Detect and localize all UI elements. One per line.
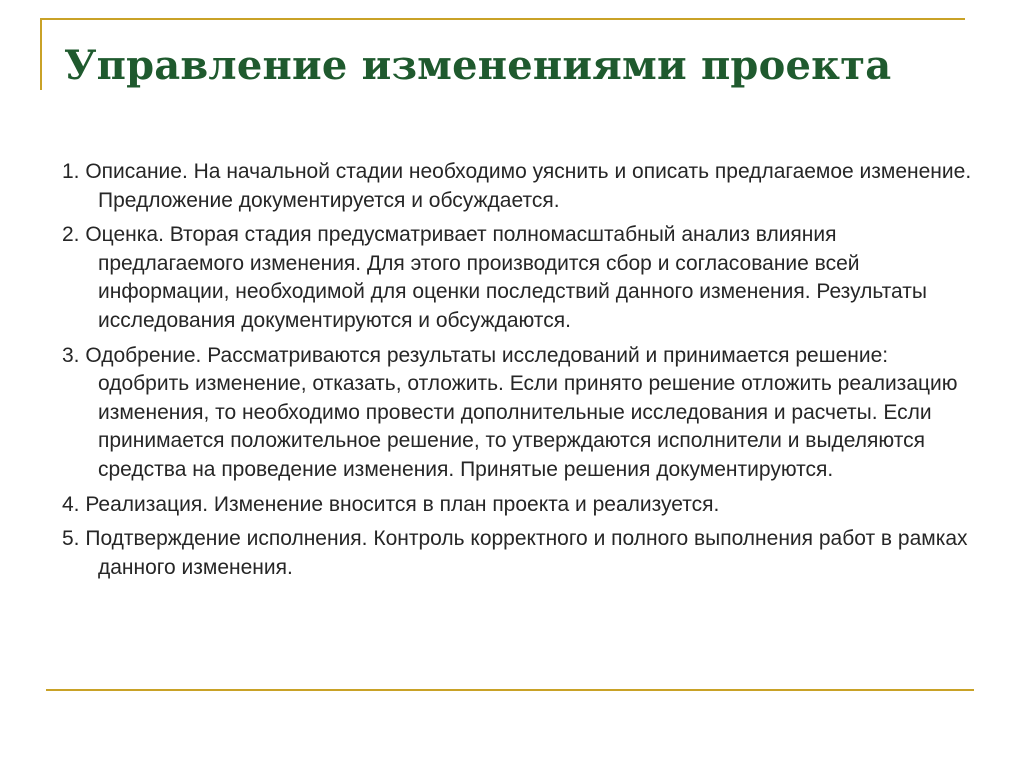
frame-left-rule	[40, 18, 42, 90]
list-item-confirmation: 5. Подтверждение исполнения. Контроль корректного и полного выполнения работ в рамках данного изменения.	[62, 527, 968, 579]
list-item-approval: 3. Одобрение. Рассматриваются результаты исследований и принимается решение: одобрить изменение, отказать, отложить. Если принято решение отложить реализацию изменения, то необходимо провести дополнительные исследования и расчеты. Если принимается положительное решение, то утверждаются исполнители и выделяются средства на проведение изменения. Принятые решения документируются.	[62, 343, 958, 481]
frame-top-rule	[40, 18, 965, 20]
list-item-evaluation: 2. Оценка. Вторая стадия предусматривает полномасштабный анализ влияния предлагаемого изменения. Для этого производится сбор и согласование всей информации, необходимой для оценки последствий данного изменения. Результаты исследования документируются и обсуждаются.	[62, 223, 927, 332]
slide-title: Управление изменениями проекта	[64, 42, 892, 89]
list-item-implementation: 4. Реализация. Изменение вносится в план проекта и реализуется.	[62, 492, 720, 516]
list-item-description: 1. Описание. На начальной стадии необходимо уяснить и описать предлагаемое изменение. Предложение документируется и обсуждается.	[62, 160, 972, 212]
content-list	[62, 158, 972, 588]
frame-bottom-rule	[46, 689, 974, 691]
